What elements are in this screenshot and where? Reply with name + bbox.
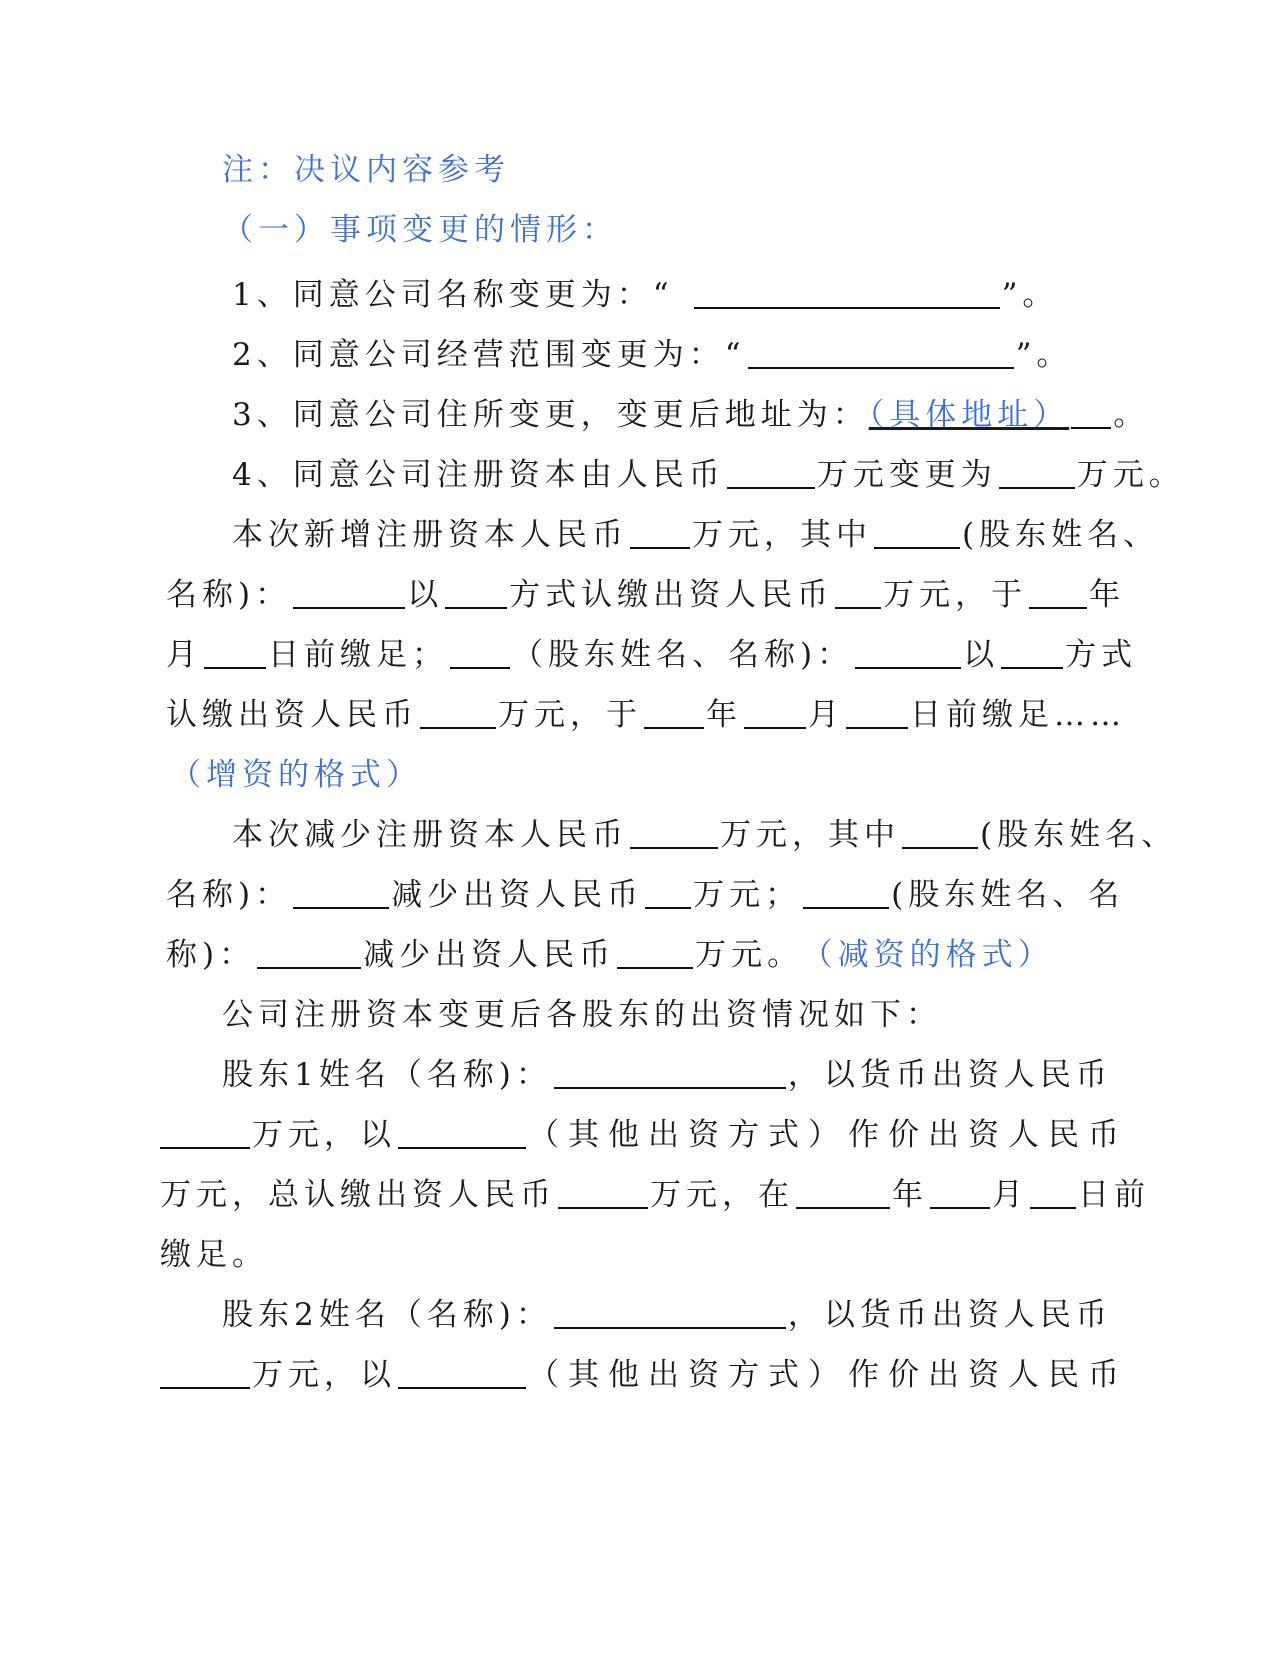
blank-company-name[interactable]	[694, 277, 1000, 309]
blank-day[interactable]	[204, 637, 266, 669]
blank-decrease-name-2[interactable]	[257, 937, 361, 969]
increase-line-2: 名称)： 以 方式认缴出资人民币 万元，于 年	[166, 577, 1126, 613]
blank-capital-from[interactable]	[727, 457, 815, 489]
item-3: 3、同意公司住所变更，变更后地址为：（具体地址） 。	[232, 397, 1150, 433]
item-1: 1、同意公司名称变更为：“ ”。	[232, 277, 1059, 313]
increase-line-4: 认缴出资人民币 万元，于 年 月 日前缴足……	[166, 697, 1126, 733]
blank-shareholder-1-name[interactable]	[554, 1057, 786, 1089]
increase-line-1: 本次新增注册资本人民币 万元，其中 (股东姓名、	[232, 517, 1160, 553]
blank-decrease-amount-2[interactable]	[617, 937, 693, 969]
increase-format-note: （增资的格式）	[170, 757, 422, 793]
blank-shareholder-name[interactable]	[293, 577, 405, 609]
blank-shareholder-2-other-method[interactable]	[398, 1357, 526, 1389]
blank-shareholder-1-cash[interactable]	[160, 1117, 250, 1149]
address-link[interactable]: （具体地址）	[868, 397, 1070, 433]
item-4: 4、同意公司注册资本由人民币 万元变更为 万元。	[232, 457, 1185, 493]
blank-decrease-amount-1[interactable]	[645, 877, 691, 909]
blank-day-2[interactable]	[846, 697, 908, 729]
blank-address-tail[interactable]	[1071, 397, 1111, 429]
blank-amount[interactable]	[835, 577, 881, 609]
shareholder-2-line-2: 万元，以 （其他出资方式）作价出资人民币	[160, 1355, 1128, 1395]
shareholder-1-line-4: 缴足。	[160, 1237, 268, 1273]
blank-decrease-amount[interactable]	[630, 817, 718, 849]
blank-capital-to[interactable]	[999, 457, 1075, 489]
shareholder-1-line-2: 万元，以 （其他出资方式）作价出资人民币	[160, 1115, 1128, 1155]
blank-decrease-name[interactable]	[293, 877, 389, 909]
blank-method[interactable]	[445, 577, 507, 609]
note-heading: 注：决议内容参考	[222, 152, 510, 188]
blank-shareholder-1-year[interactable]	[796, 1177, 890, 1209]
decrease-line-3: 称)： 减少出资人民币 万元。 （减资的格式）	[166, 937, 1054, 973]
blank-year-2[interactable]	[644, 697, 704, 729]
blank-business-scope[interactable]	[748, 337, 1014, 369]
blank-increase-amount[interactable]	[630, 517, 690, 549]
shareholder-2-line-1: 股东2姓名（名称)： ，以货币出资人民币	[222, 1297, 1112, 1333]
blank-decrease-shareholder[interactable]	[902, 817, 978, 849]
blank-shareholder-1-total[interactable]	[558, 1177, 648, 1209]
decrease-format-note: （减资的格式）	[817, 937, 1054, 973]
item-2: 2、同意公司经营范围变更为：“ ”。	[232, 337, 1073, 373]
decrease-line-2: 名称)： 减少出资人民币 万元； (股东姓名、名	[166, 877, 1125, 913]
blank-increase-shareholder[interactable]	[874, 517, 960, 549]
blank-shareholder-1-month[interactable]	[930, 1177, 990, 1209]
blank-amount-2[interactable]	[420, 697, 496, 729]
section-heading: （一）事项变更的情形：	[222, 212, 618, 248]
shareholder-1-line-1: 股东1姓名（名称)： ，以货币出资人民币	[222, 1057, 1112, 1093]
blank-method-2[interactable]	[1001, 637, 1063, 669]
blank-month-2[interactable]	[744, 697, 806, 729]
blank-decrease-shareholder-2[interactable]	[803, 877, 889, 909]
blank-shareholder-2-name[interactable]	[554, 1297, 786, 1329]
summary-line: 公司注册资本变更后各股东的出资情况如下：	[222, 997, 942, 1033]
blank-shareholder-2[interactable]	[450, 637, 510, 669]
decrease-line-1: 本次减少注册资本人民币 万元，其中 (股东姓名、	[232, 817, 1178, 853]
shareholder-1-line-3: 万元，总认缴出资人民币 万元，在 年 月 日前	[160, 1177, 1150, 1213]
increase-line-3: 月 日前缴足； （股东姓名、名称)： 以 方式	[166, 637, 1138, 673]
blank-shareholder-2-name[interactable]	[855, 637, 961, 669]
blank-year[interactable]	[1029, 577, 1087, 609]
blank-shareholder-2-cash[interactable]	[160, 1357, 250, 1389]
blank-shareholder-1-day[interactable]	[1030, 1177, 1076, 1209]
blank-shareholder-1-other-method[interactable]	[398, 1117, 526, 1149]
